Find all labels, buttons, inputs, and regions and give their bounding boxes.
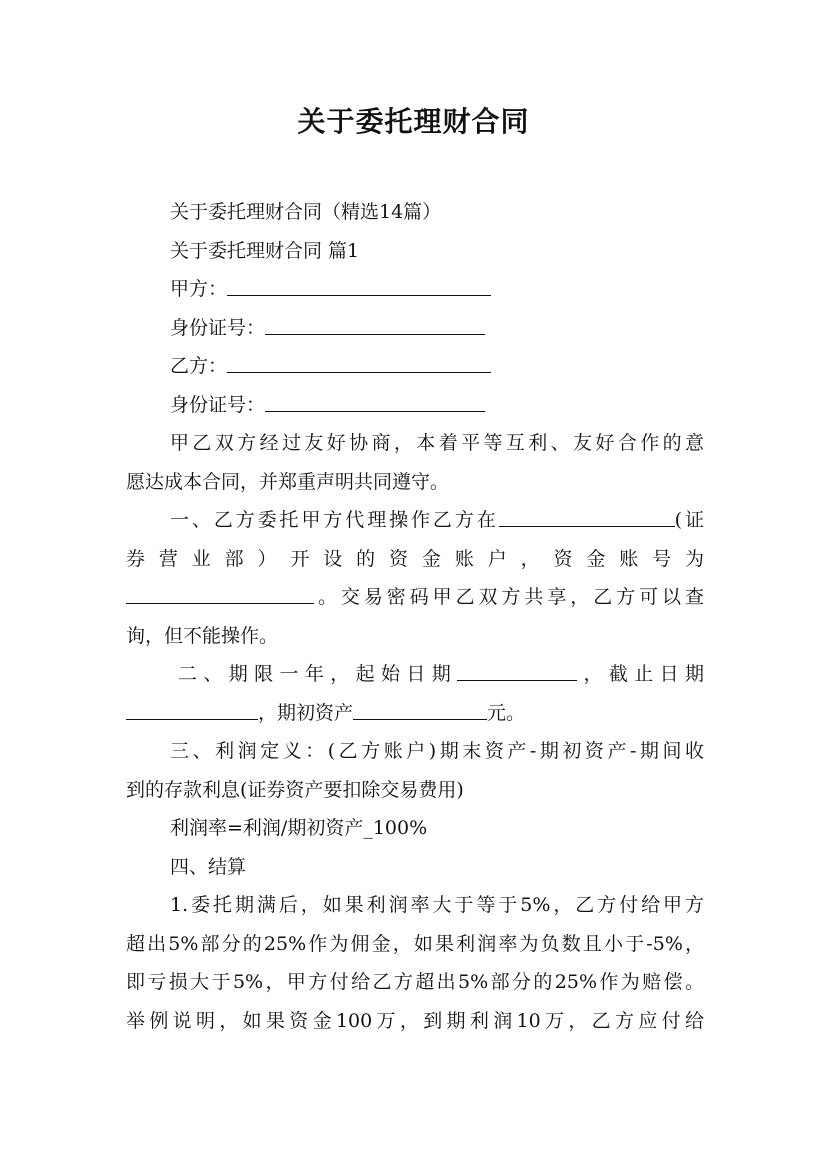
initial-assets-blank[interactable] (353, 718, 487, 720)
paragraph-intro-line: 甲乙双方经过友好协商，本着平等互利、友好合作的意 (170, 432, 704, 454)
account-number-blank[interactable] (126, 602, 314, 604)
settlement-line: 超出5%部分的25%作为佣金，如果利润率为负数且小于-5%， (126, 932, 704, 955)
subtitle: 关于委托理财合同（精选14篇） (170, 201, 442, 223)
clause-3-line: 三、利润定义：(乙方账户)期末资产-期初资产-期间收 (170, 740, 704, 762)
end-date-blank[interactable] (126, 718, 258, 720)
clause-2-line (126, 655, 704, 694)
party-a-id-blank[interactable] (265, 333, 485, 335)
clause-1-line: 询，但不能操作。 (126, 624, 279, 647)
party-a-id-line (126, 309, 704, 348)
clause-2-text: 元。 (487, 701, 526, 724)
start-date-blank[interactable] (457, 679, 577, 681)
party-a-label: 甲方： (170, 278, 228, 300)
party-a-id-label: 身份证号： (170, 316, 266, 339)
clause-2-text: ，截止日期 (577, 663, 704, 685)
clause-2-line (126, 694, 704, 733)
section-heading: 关于委托理财合同 篇1 (170, 239, 360, 262)
clause-1-text: 一、乙方委托甲方代理操作乙方在 (170, 509, 499, 531)
profit-rate-formula: 利润率=利润/期初资产_100% (170, 817, 428, 839)
settlement-line: 即亏损大于5%，甲方付给乙方超出5%部分的25%作为赔偿。 (126, 971, 704, 993)
party-b-id-blank[interactable] (265, 410, 485, 412)
party-b-line (126, 347, 704, 386)
settlement-line: 1.委托期满后，如果利润率大于等于5%，乙方付给甲方 (170, 894, 704, 916)
document-body (126, 193, 704, 1040)
clause-1-line: 券营业部）开设的资金账户，资金账号为 (126, 547, 704, 570)
party-b-label: 乙方： (170, 355, 228, 377)
party-b-id-line (126, 386, 704, 425)
party-b-id-label: 身份证号： (170, 393, 266, 416)
party-a-line (126, 270, 704, 309)
clause-1-line (126, 501, 704, 540)
clause-1-text: (证 (674, 509, 704, 531)
brokerage-blank[interactable] (499, 525, 675, 527)
party-a-blank[interactable] (227, 294, 491, 296)
clause-2-text: ，期初资产 (258, 701, 354, 724)
document-title: 关于委托理财合同 (297, 105, 530, 138)
settlement-line: 举例说明，如果资金100万，到期利润10万，乙方应付给 (126, 1009, 704, 1032)
party-b-blank[interactable] (227, 371, 491, 373)
clause-1-text: 。交易密码甲乙双方共享，乙方可以查 (314, 586, 704, 608)
clause-1-line (126, 578, 704, 617)
clause-3-line: 到的存款利息(证券资产要扣除交易费用) (126, 778, 464, 801)
clause-4-heading: 四、结算 (170, 855, 247, 878)
paragraph-intro-line: 愿达成本合同，并郑重声明共同遵守。 (126, 470, 450, 493)
clause-2-text: 二、期限一年，起始日期 (178, 663, 458, 685)
